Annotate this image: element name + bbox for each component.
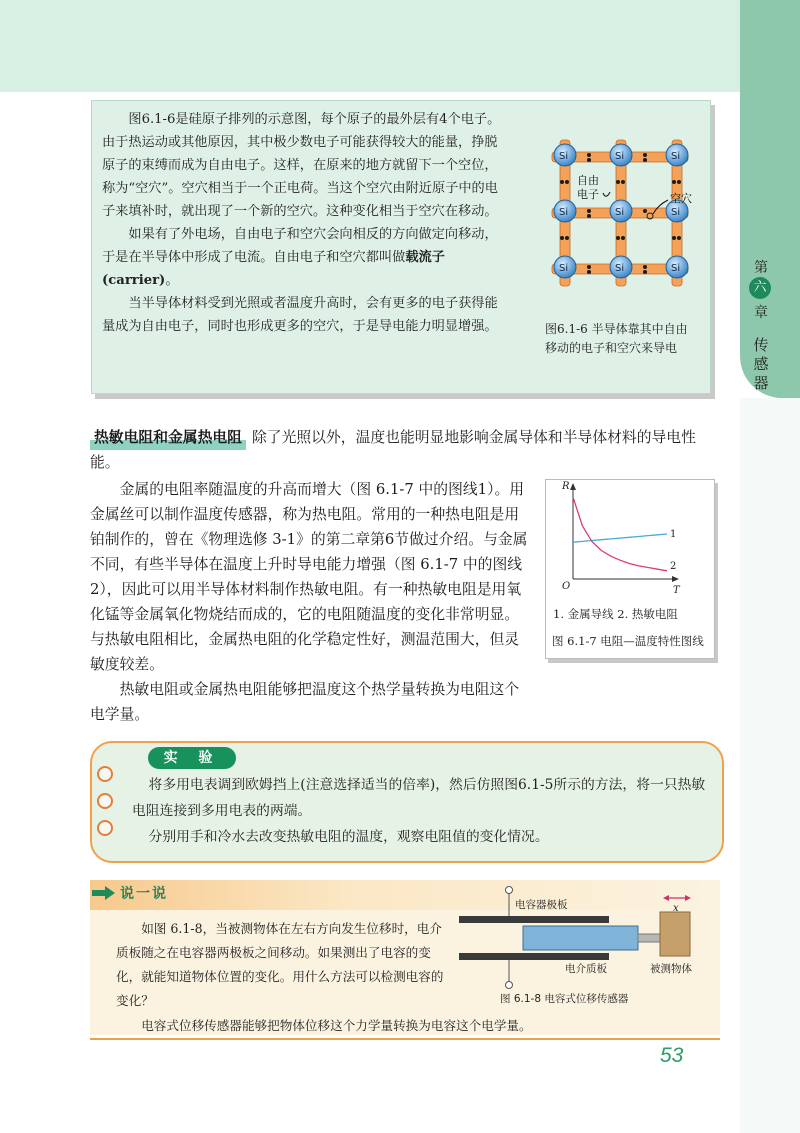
si-atoms xyxy=(554,144,688,278)
discussion-title: 说一说 xyxy=(120,886,168,902)
si-atom-label: Si xyxy=(615,263,625,274)
chapter-suffix: 章 xyxy=(754,305,768,321)
chapter-prefix: 第 xyxy=(754,260,768,276)
section-heading: 热敏电阻和金属热电阻 xyxy=(90,425,246,450)
displacement-arrow-right xyxy=(685,895,691,901)
y-axis-label: R xyxy=(562,481,570,492)
binder-ring-3 xyxy=(97,820,113,836)
carrier-term: 载流子(carrier) xyxy=(102,250,445,288)
y-axis-arrow xyxy=(570,483,576,490)
dielectric-label: 电介质板 xyxy=(565,963,607,975)
object-label: 被测物体 xyxy=(650,963,692,975)
free-electron-label-2: 电子 xyxy=(577,188,599,201)
origin-label: O xyxy=(562,581,571,592)
semiconductor-text xyxy=(102,108,510,338)
fig6-caption-line-2: 移动的电子和空穴来导电 xyxy=(545,341,678,355)
binder-ring-2 xyxy=(97,793,113,809)
discussion-text xyxy=(116,917,453,1013)
binder-ring-1 xyxy=(97,766,113,782)
chapter-title: 传感器 xyxy=(753,336,769,392)
si-atom-label: Si xyxy=(671,151,681,162)
x-label: x xyxy=(673,903,679,914)
resistance-temperature-chart xyxy=(545,479,713,597)
fig6-caption-line-1: 图6.1-6 半导体靠其中自由 xyxy=(545,322,688,336)
section-intro-text: 除了光照以外，温度也能明显地影响金属导体和半导体材料的导电性能。 xyxy=(90,429,696,471)
si-atom-label: Si xyxy=(671,263,681,274)
line-1-label: 1 xyxy=(670,529,677,540)
chapter-number-badge: 六 xyxy=(749,277,771,299)
bottom-terminal xyxy=(506,982,513,989)
bottom-plate xyxy=(459,953,609,960)
top-terminal xyxy=(506,887,513,894)
experiment-badge: 实 验 xyxy=(148,747,236,769)
page-number: 53 xyxy=(660,1044,684,1067)
box1-paragraph-2-end: 。 xyxy=(165,273,179,288)
arrow-icon xyxy=(92,885,116,901)
plate-label: 电容器极板 xyxy=(515,899,568,911)
si-atom-label: Si xyxy=(615,151,625,162)
bottom-rule xyxy=(90,1038,720,1040)
free-electron-arrow xyxy=(603,192,610,196)
x-axis-label: T xyxy=(673,585,680,596)
si-atom-label: Si xyxy=(559,151,569,162)
discussion-paragraph-1: 如图 6.1-8，当被测物体在左右方向发生位移时，电介质板随之在电容器两极板之间移动。如果测出了电容的变化，就能知道物体位置的变化。用什么方法可以检测电容的变化？ xyxy=(116,921,444,1008)
line-2-label: 2 xyxy=(670,560,677,572)
x-axis-arrow xyxy=(672,576,679,582)
side-margin xyxy=(740,398,800,1133)
series-line-metal xyxy=(573,534,667,542)
section-paragraph-2: 热敏电阻或金属热电阻能够把温度这个热学量转换为电阻这个电学量。 xyxy=(90,681,520,723)
experiment-line-1: 将多用电表调到欧姆挡上(注意选择适当的倍率)，然后仿照图6.1-5所示的方法，将一只热敏电阻连接到多用电表的两端。 xyxy=(132,777,706,819)
fig7-caption: 图 6.1-7 电阻—温度特性图线 xyxy=(552,634,704,648)
section-intro xyxy=(90,425,722,475)
hole-label: 空穴 xyxy=(670,192,692,205)
experiment-text xyxy=(132,772,712,850)
fig7-legend: 1. 金属导线 2. 热敏电阻 xyxy=(553,607,678,621)
section-paragraph-1: 金属的电阻率随温度的升高而增大（图 6.1-7 中的图线1）。用金属丝可以制作温度传感器，称为热电阻。常用的一种热电阻是用铂制作的，曾在《物理选修 3-1》的第二章第6节做过介绍。与金属不同，有些半导体在温度上升时导电能力增强（图 6.1-7 中的图线 2），因此可以用半导体材料制作热敏电阻。有一种热敏电阻是用氧化锰等金属氧化物烧结而成的，它的电阻随温度的变化非常明显。与热敏电阻相比，金属热电阻的化学稳定性好，测温范围大，但灵敏度较差。 xyxy=(90,481,528,673)
box1-paragraph-3: 当半导体材料受到光照或者温度升高时，会有更多的电子获得能量成为自由电子，同时也形成更多的空穴，于是导电能力明显增强。 xyxy=(102,296,498,334)
fig6-caption xyxy=(545,320,710,358)
measured-object xyxy=(660,912,690,956)
fig8-caption: 图 6.1-8 电容式位移传感器 xyxy=(500,993,629,1005)
si-atom-label: Si xyxy=(559,207,569,218)
dielectric-plate xyxy=(523,926,638,950)
si-atom-label: Si xyxy=(559,263,569,274)
top-plate xyxy=(459,916,609,923)
chapter-side-tab xyxy=(740,0,800,398)
si-atom-label: Si xyxy=(615,207,625,218)
si-atom-label: Si xyxy=(671,207,681,218)
box1-paragraph-2-text: 如果有了外电场，自由电子和空穴会向相反的方向做定向移动，于是在半导体中形成了电流。自由电子和空穴都叫做 xyxy=(102,227,498,265)
displacement-arrow-left xyxy=(663,895,669,901)
series-line-thermistor xyxy=(573,497,667,571)
free-electron-label-1: 自由 xyxy=(577,174,599,187)
box1-paragraph-1: 图6.1-6是硅原子排列的示意图，每个原子的最外层有4个电子。由于热运动或其他原因，其中极少数电子可能获得较大的能量，挣脱原子的束缚而成为自由电子。这样，在原来的地方就留下一个空位，称为“空穴”。空穴相当于一个正电荷。当这个空穴由附近原子中的电子来填补时，就出现了一个新的空穴。这种变化相当于空穴在移动。 xyxy=(102,112,501,219)
connector-rod xyxy=(638,934,660,942)
silicon-lattice-figure xyxy=(540,130,700,295)
top-header-band xyxy=(0,0,740,92)
capacitive-sensor-figure xyxy=(455,884,717,1009)
section-body xyxy=(90,477,532,727)
experiment-line-2: 分别用手和冷水去改变热敏电阻的温度，观察电阻值的变化情况。 xyxy=(148,829,549,845)
box1-paragraph-2 xyxy=(102,223,510,292)
discussion-paragraph-2: 电容式位移传感器能够把物体位移这个力学量转换为电容这个电学量。 xyxy=(141,1018,532,1033)
